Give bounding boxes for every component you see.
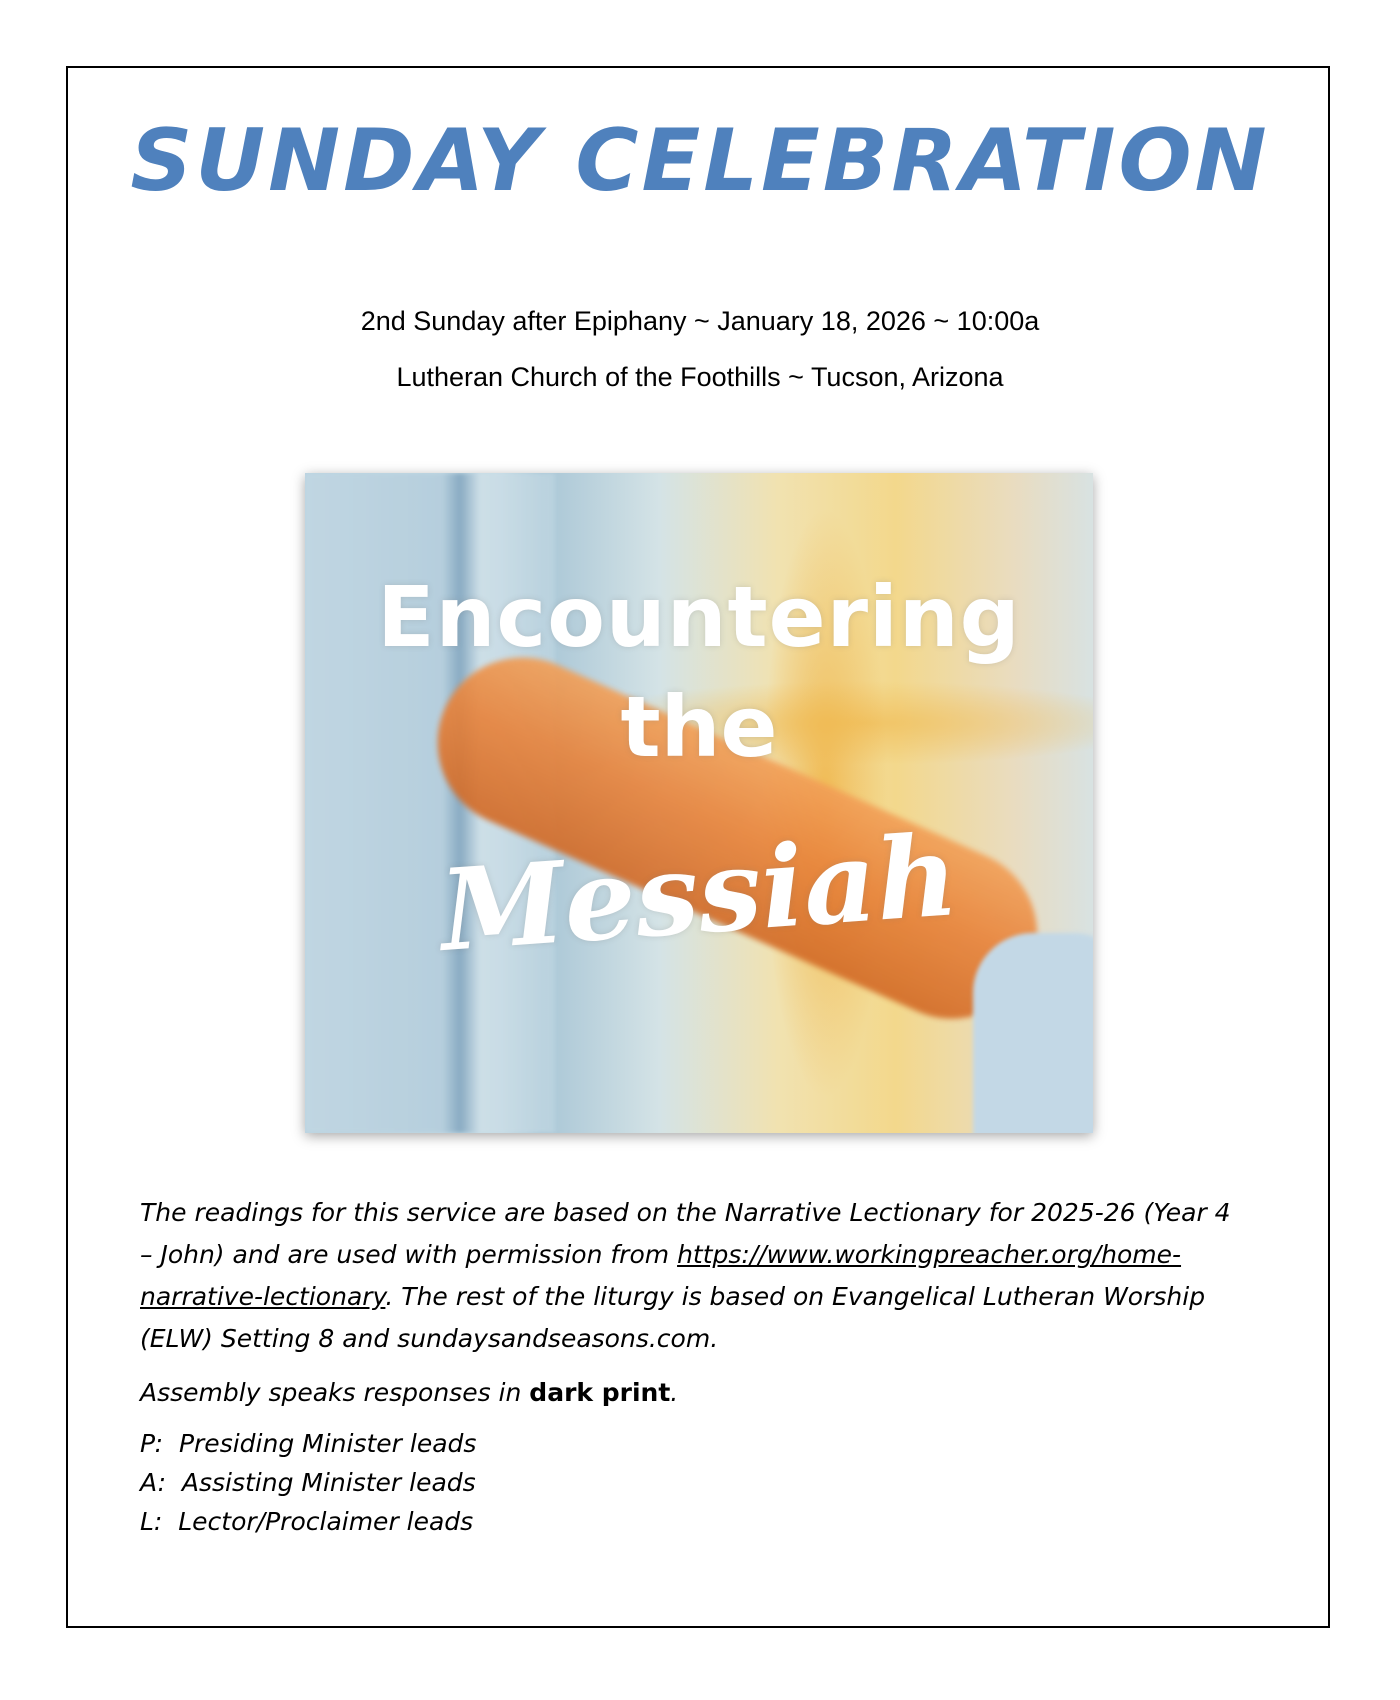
role-assisting: A: Assisting Minister leads xyxy=(140,1468,476,1497)
role-presiding: P: Presiding Minister leads xyxy=(140,1429,477,1458)
readings-note-text: The readings for this service are based on the Narrative Lectionary for 2025-26 (Year 4 – John) and are used with permission from xyxy=(140,1198,1231,1269)
page-title: SUNDAY CELEBRATION xyxy=(130,111,1270,211)
image-text-the: the xyxy=(620,678,778,776)
church-location-line: Lutheran Church of the Foothills ~ Tucson, Arizona xyxy=(396,362,1004,392)
image-text-encountering: Encountering xyxy=(377,568,1021,666)
assembly-note xyxy=(140,1372,1240,1414)
sermon-series-image xyxy=(305,473,1093,1133)
assembly-note-end: . xyxy=(670,1378,679,1407)
role-legend xyxy=(140,1424,1240,1541)
image-text-messiah: Messiah xyxy=(436,810,962,977)
readings-note-text-end: . The rest of the liturgy is based on Evangelical Lutheran Worship (ELW) Setting 8 and sundaysandseasons.com. xyxy=(140,1282,1206,1353)
assembly-note-text: Assembly speaks responses in xyxy=(140,1378,530,1407)
role-lector: L: Lector/Proclaimer leads xyxy=(140,1507,474,1536)
dark-print-label: dark print xyxy=(529,1378,671,1407)
service-date-line: 2nd Sunday after Epiphany ~ January 18, 2026 ~ 10:00a xyxy=(360,306,1040,336)
working-preacher-link[interactable]: https://www.workingpreacher.org/home-narrative-lectionary xyxy=(140,1240,1182,1311)
image-sleeve-shape xyxy=(973,933,1093,1133)
readings-note xyxy=(140,1192,1240,1360)
